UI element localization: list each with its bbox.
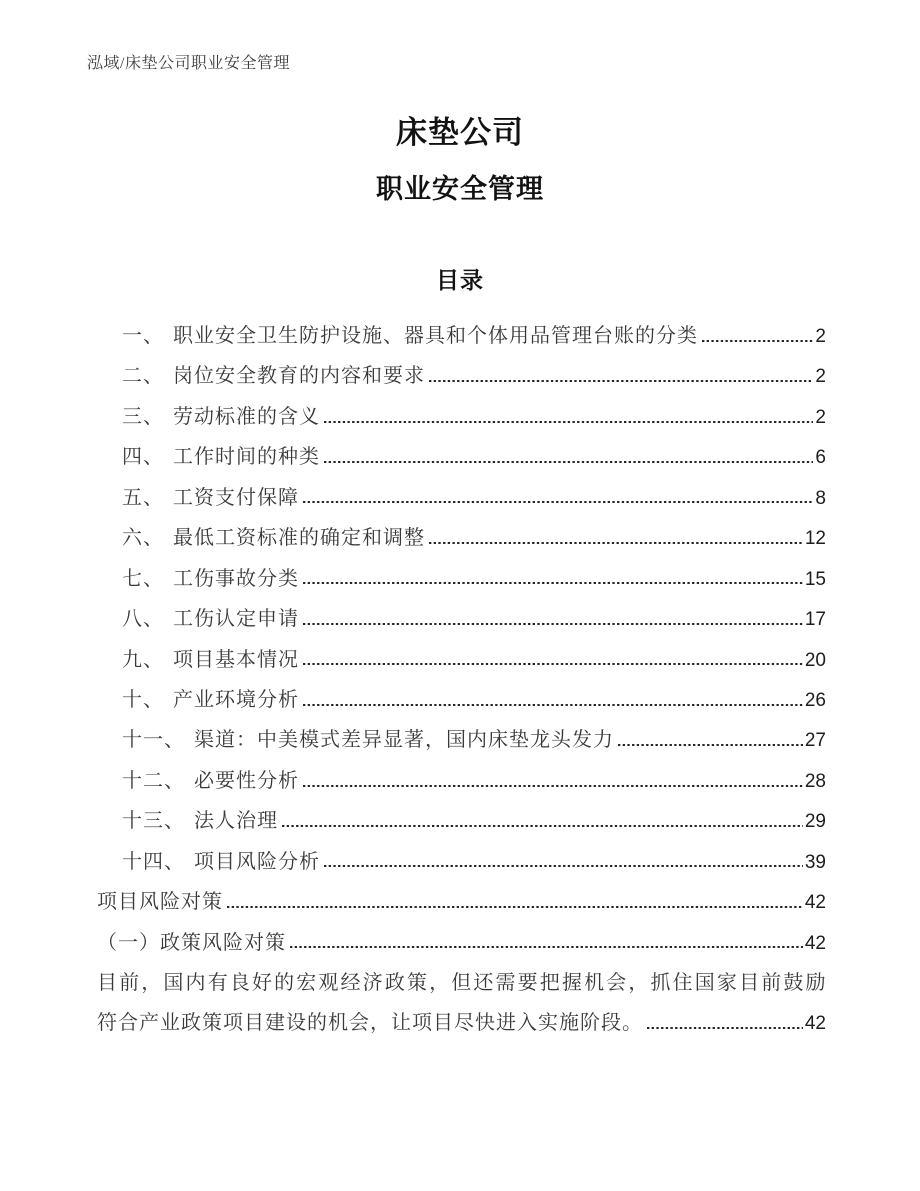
toc-leader-dots: [282, 824, 803, 827]
toc-page-number: 26: [804, 689, 826, 711]
toc-entry-label: 工资支付保障: [173, 486, 299, 509]
toc-entry: [97, 437, 826, 477]
toc-page-number: 28: [804, 770, 826, 792]
toc-entry: [97, 923, 826, 963]
toc-page-number: 6: [815, 447, 826, 469]
table-of-contents: [97, 316, 826, 1044]
toc-entry-number: 八、: [122, 608, 164, 631]
toc-page-number: 27: [804, 730, 826, 752]
toc-leader-dots: [303, 663, 803, 666]
toc-page-number: 29: [804, 811, 826, 833]
toc-page-number: 2: [815, 326, 826, 347]
toc-entry: [97, 720, 826, 760]
toc-entry-number: 九、: [122, 648, 164, 671]
toc-page-number: 42: [804, 1013, 826, 1035]
toc-entry-label: 职业安全卫生防护设施、器具和个体用品管理台账的分类: [173, 325, 698, 347]
toc-page-number: 20: [804, 649, 826, 671]
document-subtitle: 职业安全管理: [376, 174, 544, 204]
toc-entry-number: 十、: [122, 688, 164, 711]
toc-leader-dots: [647, 1026, 803, 1029]
toc-entry-label: 最低工资标准的确定和调整: [173, 527, 425, 550]
toc-entry-number: 十一、: [122, 729, 185, 752]
toc-leader-dots: [303, 622, 803, 625]
toc-entry-label: 产业环境分析: [173, 688, 299, 711]
toc-page-number: 42: [804, 892, 826, 914]
toc-entry: [97, 478, 826, 518]
toc-leader-dots: [303, 582, 803, 585]
toc-page-number: 42: [804, 932, 826, 954]
toc-leader-dots: [303, 784, 803, 787]
toc-entry: [97, 559, 826, 599]
toc-entry-label: 符合产业政策项目建设的机会，让项目尽快进入实施阶段。: [97, 1012, 643, 1035]
toc-entry: [97, 356, 826, 396]
toc-entry-number: 七、: [122, 567, 164, 590]
toc-entry-label: 工伤事故分类: [173, 567, 299, 590]
toc-leader-dots: [429, 541, 803, 544]
toc-leader-dots: [702, 339, 813, 342]
toc-entry: [97, 963, 826, 1003]
toc-leader-dots: [290, 946, 803, 949]
toc-page-number: 39: [804, 851, 826, 873]
toc-entry-label: 项目风险对策: [97, 891, 223, 914]
toc-entry-label: 工伤认定申请: [173, 608, 299, 631]
toc-entry-label: 项目基本情况: [173, 648, 299, 671]
toc-entry-number: 一、: [122, 325, 164, 347]
toc-entry: [97, 599, 826, 639]
toc-leader-dots: [618, 743, 803, 746]
toc-entry-number: 十三、: [122, 810, 185, 833]
toc-leader-dots: [303, 501, 813, 504]
toc-entry: [97, 1003, 826, 1043]
toc-page-number: 12: [804, 528, 826, 550]
toc-entry-number: 六、: [122, 527, 164, 550]
toc-page-number: 8: [815, 487, 826, 509]
toc-entry-label: 岗位安全教育的内容和要求: [173, 365, 425, 388]
toc-entry: [97, 801, 826, 841]
toc-entry-label: （一）政策风险对策: [97, 931, 286, 954]
toc-leader-dots: [324, 865, 803, 868]
toc-entry-label: 渠道：中美模式差异显著，国内床垫龙头发力: [194, 729, 614, 752]
toc-entry-label: 目前，国内有良好的宏观经济政策，但还需要把握机会，抓住国家目前鼓励: [97, 972, 826, 994]
toc-leader-dots: [324, 460, 813, 463]
toc-heading: 目录: [436, 267, 484, 293]
toc-entry: [97, 640, 826, 680]
toc-page-number: 15: [804, 568, 826, 590]
toc-leader-dots: [429, 379, 813, 382]
toc-entry: [97, 397, 826, 437]
toc-entry-number: 二、: [122, 365, 164, 388]
toc-entry: [97, 842, 826, 882]
toc-entry-number: 五、: [122, 486, 164, 509]
toc-entry: [97, 316, 826, 356]
page-header-text: 泓域/床垫公司职业安全管理: [87, 55, 290, 72]
toc-page-number: 2: [815, 406, 826, 428]
toc-entry-number: 十四、: [122, 850, 185, 873]
toc-entry-label: 劳动标准的含义: [173, 405, 320, 428]
toc-leader-dots: [324, 420, 813, 423]
toc-entry-number: 三、: [122, 405, 164, 428]
toc-page-number: 17: [804, 609, 826, 631]
toc-entry-label: 必要性分析: [194, 769, 299, 792]
toc-page-number: 2: [815, 366, 826, 388]
toc-entry-number: 四、: [122, 446, 164, 469]
toc-entry-label: 项目风险分析: [194, 850, 320, 873]
toc-entry-label: 工作时间的种类: [173, 446, 320, 469]
toc-entry-number: 十二、: [122, 769, 185, 792]
document-title: 床垫公司: [396, 115, 524, 150]
toc-entry: [97, 882, 826, 922]
toc-leader-dots: [227, 905, 803, 908]
toc-entry-label: 法人治理: [194, 810, 278, 833]
toc-entry: [97, 761, 826, 801]
toc-entry: [97, 518, 826, 558]
toc-leader-dots: [303, 703, 803, 706]
toc-entry: [97, 680, 826, 720]
